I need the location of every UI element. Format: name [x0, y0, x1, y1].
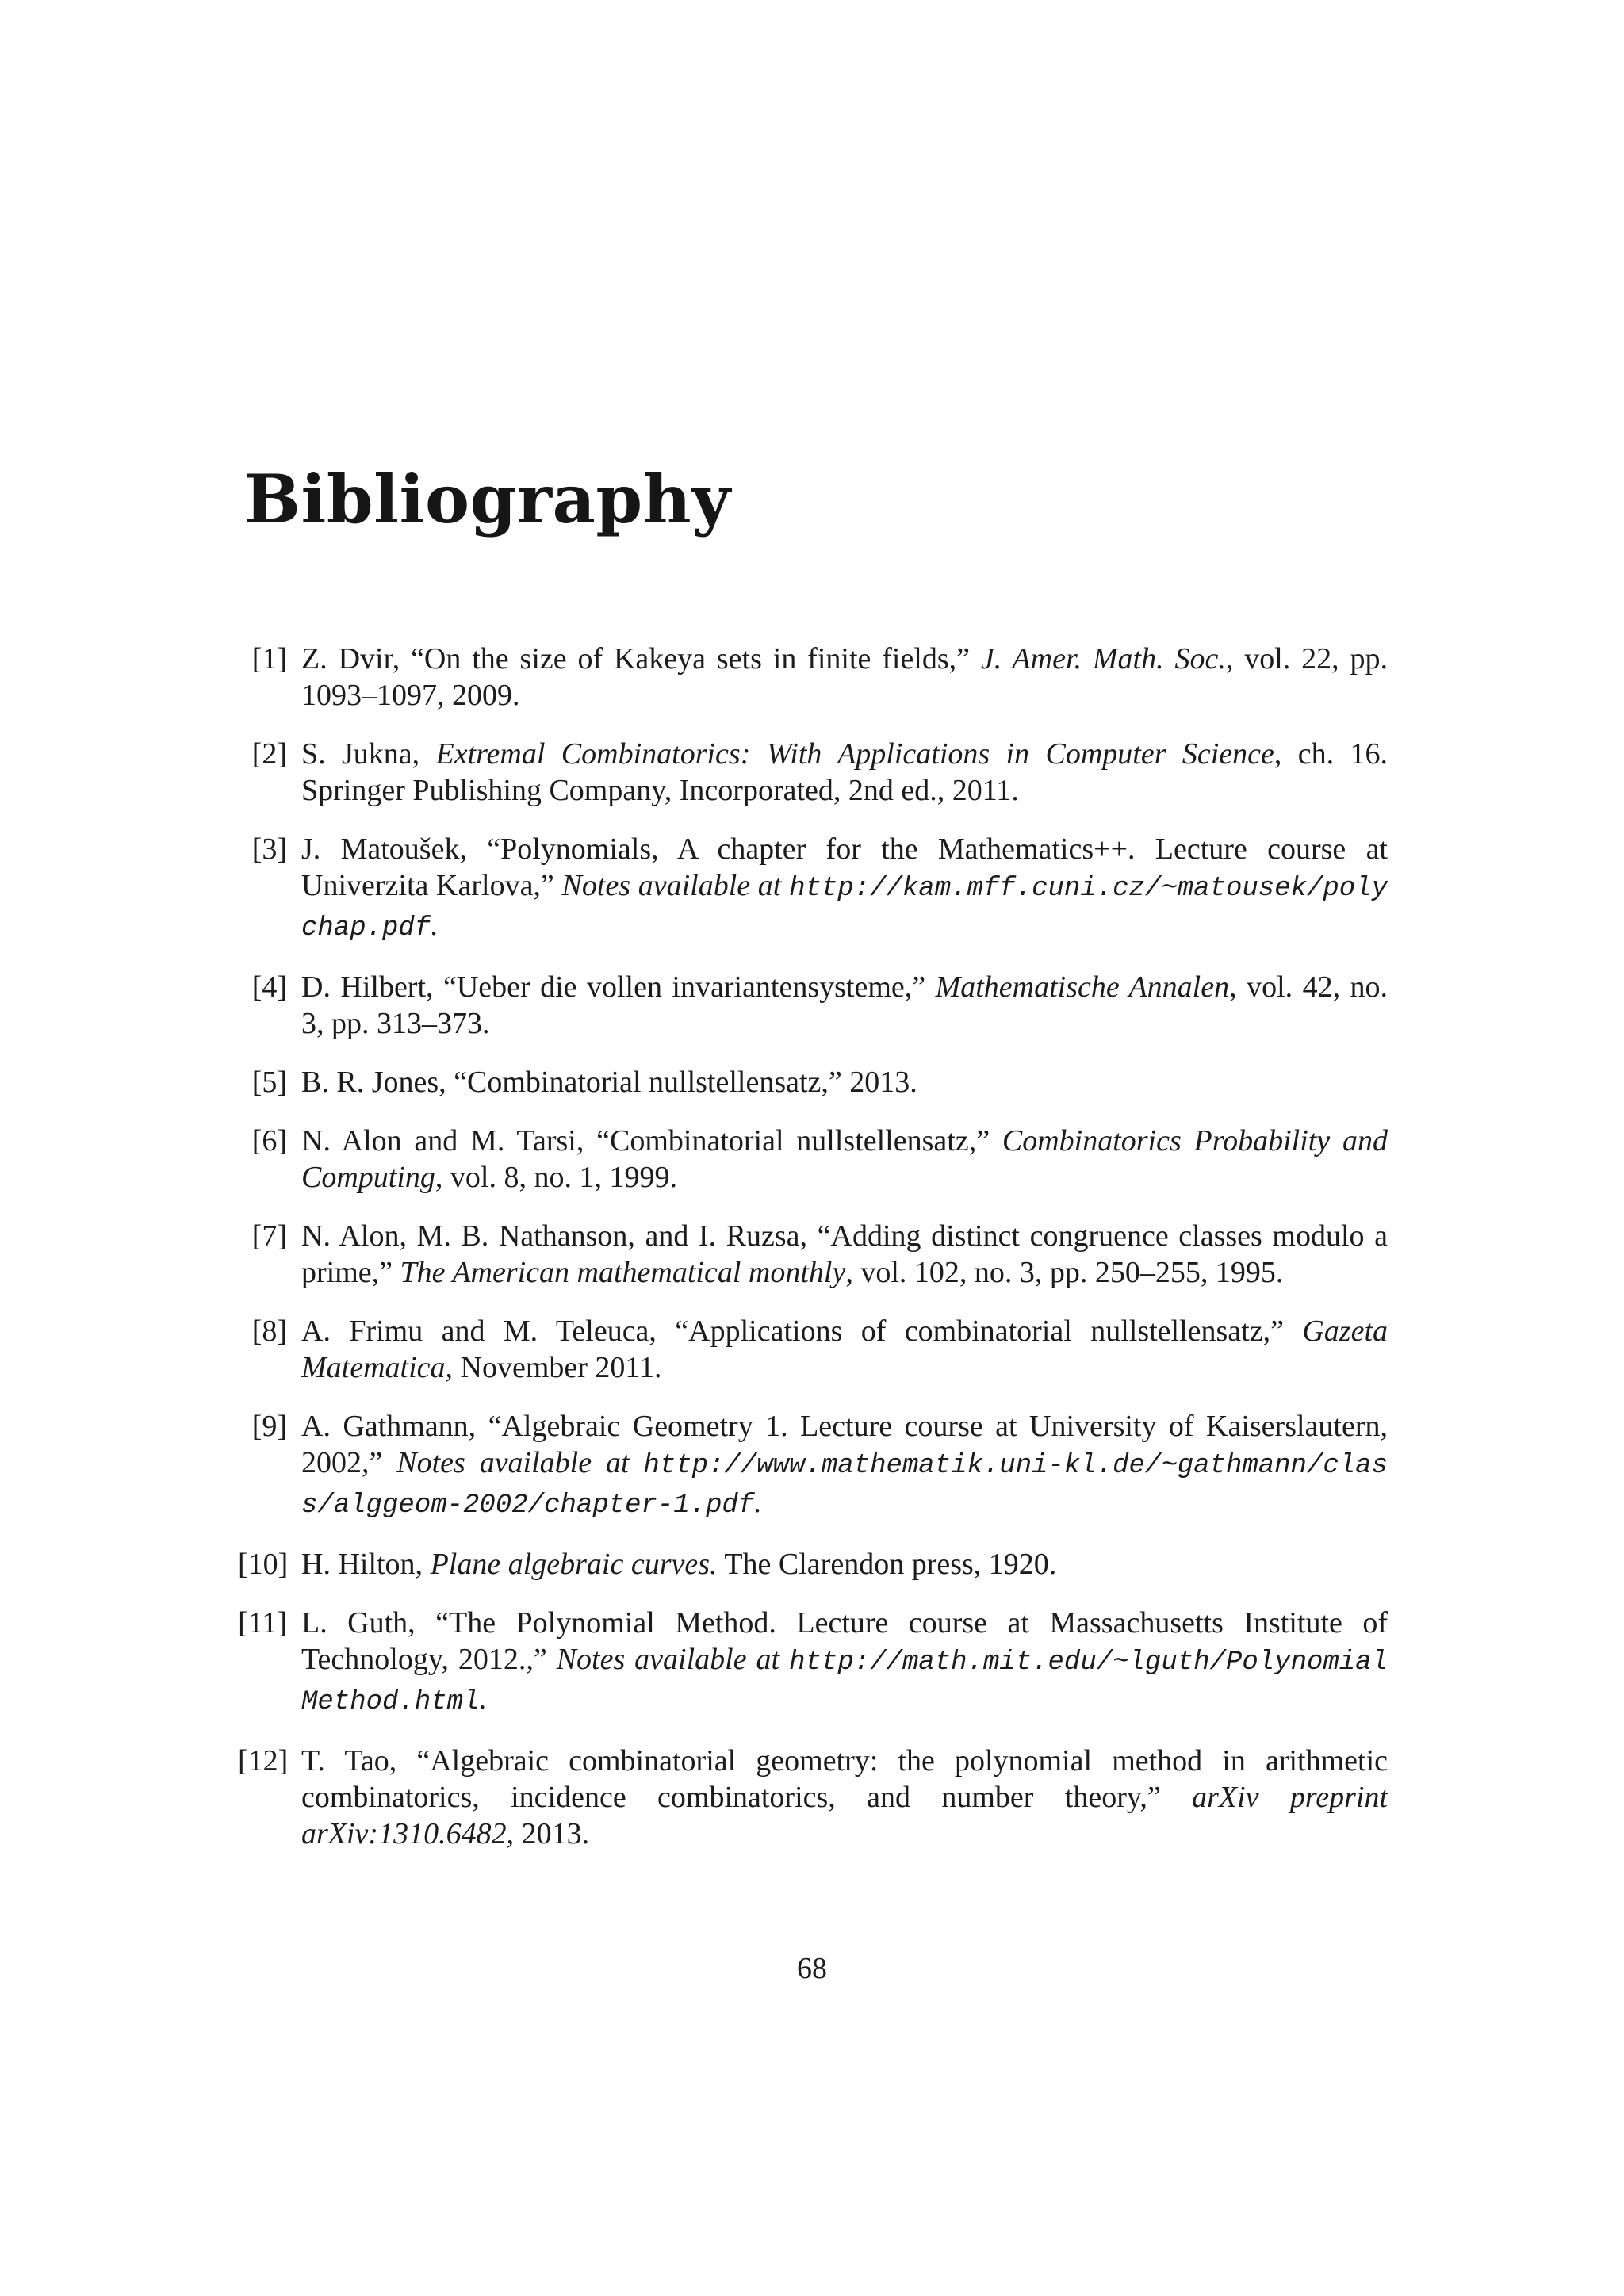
reference-italic-text: The American mathematical monthly — [400, 1256, 846, 1289]
reference-number: [6] — [251, 1124, 287, 1158]
reference-plain-text: , ch. 16. Springer Publishing Company, Incorporated, 2nd ed., 2011. — [301, 737, 1388, 807]
reference-plain-text: N. Alon and M. Tarsi, “Combinatorial nullstellensatz,” — [301, 1124, 1002, 1158]
reference-item — [238, 1408, 1388, 1524]
reference-item — [238, 1064, 1388, 1100]
reference-italic-text: Gazeta Matematica — [301, 1314, 1388, 1384]
reference-text — [301, 831, 1388, 947]
reference-plain-text: , vol. 22, pp. 1093–1097, 2009. — [301, 642, 1388, 712]
reference-number: [7] — [251, 1219, 287, 1253]
page-title: Bibliography — [244, 460, 731, 538]
reference-italic-text: . — [754, 1486, 762, 1519]
reference-number: [4] — [251, 970, 287, 1004]
reference-item — [238, 969, 1388, 1042]
reference-item — [238, 1743, 1388, 1852]
reference-number: [12] — [238, 1744, 289, 1777]
reference-text — [301, 1408, 1388, 1524]
reference-item — [238, 736, 1388, 809]
reference-plain-text: B. R. Jones, “Combinatorial nullstellensatz,” 2013. — [301, 1066, 917, 1099]
reference-item — [238, 1546, 1388, 1582]
reference-plain-text: The Clarendon press, 1920. — [717, 1548, 1057, 1581]
reference-plain-text: T. Tao, “Algebraic combinatorial geometry: the polynomial method in arithmetic combinatorics, incidence combinatorics, and number theory,” — [301, 1744, 1388, 1814]
reference-plain-text: D. Hilbert, “Ueber die vollen invariantensysteme,” — [301, 970, 936, 1004]
reference-plain-text: A. Gathmann, “Algebraic Geometry 1. Lecture course at University of Kaiserslautern, 2002,” — [301, 1410, 1388, 1479]
reference-italic-text: Extremal Combinatorics: With Applications in Computer Science — [435, 737, 1274, 771]
reference-item — [238, 1218, 1388, 1291]
reference-italic-text: Notes available at — [396, 1446, 644, 1479]
reference-number: [2] — [251, 737, 287, 771]
reference-plain-text: , 2013. — [506, 1817, 590, 1850]
reference-italic-text: Notes available at — [561, 869, 790, 902]
reference-text — [301, 1743, 1388, 1852]
reference-italic-text: arXiv preprint arXiv:1310.6482 — [301, 1781, 1388, 1850]
reference-number: [1] — [251, 642, 287, 675]
reference-text — [301, 736, 1388, 809]
reference-text — [301, 1218, 1388, 1291]
reference-plain-text: S. Jukna, — [301, 737, 436, 771]
reference-item — [238, 831, 1388, 947]
reference-item — [238, 1123, 1388, 1196]
reference-italic-text: Notes available at — [556, 1643, 790, 1676]
reference-url-link[interactable]: http://kam.mff.cuni.cz/~matousek/polychap.pdf — [301, 874, 1388, 943]
reference-number: [10] — [238, 1548, 289, 1581]
reference-plain-text: Z. Dvir, “On the size of Kakeya sets in finite fields,” — [301, 642, 981, 675]
reference-plain-text: , November 2011. — [445, 1351, 662, 1384]
reference-italic-text: . — [431, 909, 439, 942]
reference-text — [301, 969, 1388, 1042]
reference-text — [301, 1123, 1388, 1196]
page-number: 68 — [797, 1952, 827, 1985]
reference-plain-text: J. Matoušek, “Polynomials, A chapter for the Mathematics++. Lecture course at Univerzita Karlova,” — [301, 832, 1388, 902]
reference-italic-text: . — [479, 1682, 487, 1716]
reference-number: [9] — [251, 1410, 287, 1443]
reference-list — [238, 641, 1388, 1874]
reference-plain-text: L. Guth, “The Polynomial Method. Lecture course at Massachusetts Institute of Technology, 2012.,” — [301, 1606, 1388, 1676]
reference-plain-text: , vol. 102, no. 3, pp. 250–255, 1995. — [845, 1256, 1284, 1289]
reference-italic-text: Mathematische Annalen — [935, 970, 1230, 1004]
reference-italic-text: Combinatorics Probability and Computing — [301, 1124, 1388, 1194]
reference-url-link[interactable]: http://math.mit.edu/~lguth/PolynomialMethod.html — [301, 1647, 1388, 1717]
reference-plain-text: H. Hilton, — [301, 1548, 431, 1581]
reference-number: [8] — [251, 1314, 287, 1348]
reference-plain-text: A. Frimu and M. Teleuca, “Applications of combinatorial nullstellensatz,” — [301, 1314, 1303, 1348]
reference-text — [301, 641, 1388, 714]
reference-text — [301, 1313, 1388, 1386]
reference-text — [301, 1546, 1388, 1582]
reference-italic-text: Plane algebraic curves. — [430, 1548, 718, 1581]
reference-plain-text: N. Alon, M. B. Nathanson, and I. Ruzsa, “Adding distinct congruence classes modulo a prime,” — [301, 1219, 1388, 1289]
reference-item — [238, 641, 1388, 714]
reference-number: [11] — [238, 1606, 287, 1640]
reference-number: [3] — [251, 832, 287, 866]
reference-url-link[interactable]: http://www.mathematik.uni-kl.de/~gathmann/class/alggeom-2002/chapter-1.pdf — [301, 1451, 1388, 1521]
reference-text — [301, 1064, 1388, 1100]
reference-item — [238, 1605, 1388, 1720]
reference-number: [5] — [251, 1066, 287, 1099]
reference-plain-text: , vol. 8, no. 1, 1999. — [435, 1161, 677, 1194]
reference-item — [238, 1313, 1388, 1386]
reference-plain-text: , vol. 42, no. 3, pp. 313–373. — [301, 970, 1388, 1040]
reference-text — [301, 1605, 1388, 1720]
reference-italic-text: J. Amer. Math. Soc. — [980, 642, 1226, 675]
